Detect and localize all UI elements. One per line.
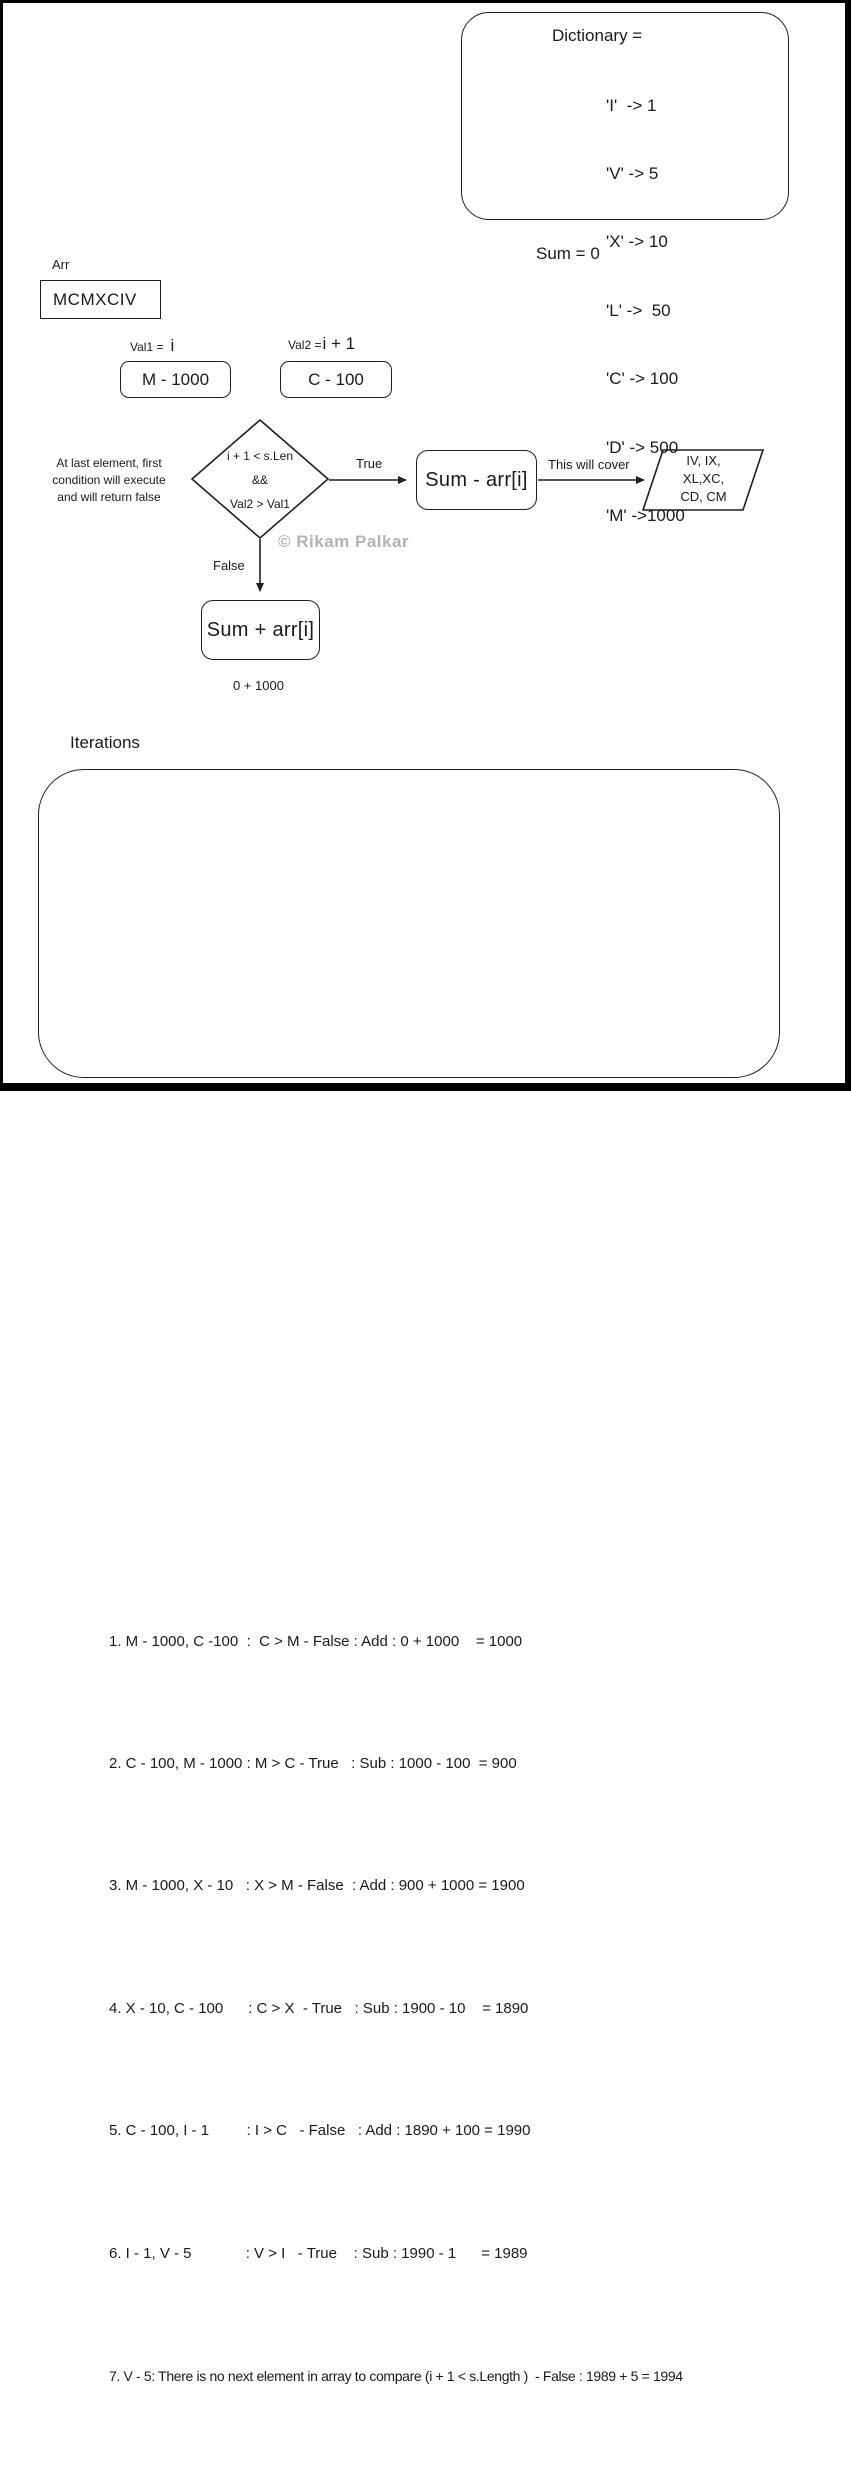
last-element-note — [34, 455, 184, 506]
val2-label — [288, 334, 355, 354]
condition-line: i + 1 < s.Len — [226, 449, 294, 463]
dictionary-entry: 'X' -> 10 — [606, 232, 668, 252]
note-line: and will return false — [57, 490, 161, 504]
iteration-line: 7. V - 5: There is no next element in array to compare (i + 1 < s.Length ) - False : 1989 + 5 = 1994 — [109, 2367, 683, 2384]
true-branch-label: True — [356, 456, 383, 471]
note-line: condition will execute — [52, 473, 166, 487]
val2-box: C - 100 — [280, 361, 392, 398]
array-label: Arr — [52, 257, 70, 272]
val1-expression: i — [170, 336, 175, 355]
coverage-line: XL,XC, — [682, 471, 725, 486]
condition-line: && — [251, 473, 268, 487]
iteration-line: 5. C - 100, I - 1 : I > C - False : Add : 1890 + 100 = 1990 — [109, 2122, 531, 2140]
iteration-line: 3. M - 1000, X - 10 : X > M - False : Add : 900 + 1000 = 1900 — [109, 1877, 525, 1895]
val2-expression: i + 1 — [322, 334, 356, 353]
dictionary-entry: 'D' -> 500 — [606, 437, 679, 457]
dictionary-entry: 'M' ->1000 — [606, 505, 685, 525]
add-result-value: 0 + 1000 — [233, 678, 284, 693]
add-process-box: Sum + arr[i] — [201, 600, 320, 660]
iteration-line: 4. X - 10, C - 100 : C > X - True : Sub : 1900 - 10 = 1890 — [109, 1999, 529, 2017]
iteration-line: 2. C - 100, M - 1000 : M > C - True : Sub : 1000 - 100 = 900 — [109, 1754, 517, 1772]
val1-label — [130, 336, 174, 356]
iteration-line: 6. I - 1, V - 5 : V > I - True : Sub : 1990 - 1 = 1989 — [109, 2244, 528, 2262]
dictionary-entry: 'I' -> 1 — [606, 95, 657, 115]
dictionary-title: Dictionary = — [552, 26, 643, 45]
array-value-box: MCMXCIV — [40, 280, 161, 319]
dictionary-entry: 'L' -> 50 — [606, 300, 671, 320]
val2-prefix: Val2 = — [288, 338, 322, 352]
false-branch-label: False — [213, 558, 245, 573]
subtract-process-box: Sum - arr[i] — [416, 450, 537, 510]
val1-prefix: Val1 = — [130, 340, 164, 354]
iterations-list — [109, 1540, 683, 2478]
coverage-cases — [643, 452, 764, 506]
coverage-line: CD, CM — [680, 489, 727, 504]
iterations-title: Iterations — [70, 733, 140, 752]
cover-arrow-label: This will cover — [548, 457, 630, 472]
val1-box: M - 1000 — [120, 361, 231, 398]
note-line: At last element, first — [56, 456, 162, 470]
sum-initial-value: Sum = 0 — [536, 244, 600, 263]
coverage-line: IV, IX, — [686, 453, 721, 468]
condition-line: Val2 > Val1 — [230, 497, 290, 511]
iterations-box — [38, 769, 780, 2384]
dictionary-entry: 'C' -> 100 — [606, 369, 679, 389]
dictionary-entry: 'V' -> 5 — [606, 163, 659, 183]
watermark: © Rikam Palkar — [278, 532, 410, 551]
decision-condition — [193, 444, 327, 516]
iteration-line: 1. M - 1000, C -100 : C > M - False : Add : 0 + 1000 = 1000 — [109, 1632, 523, 1650]
